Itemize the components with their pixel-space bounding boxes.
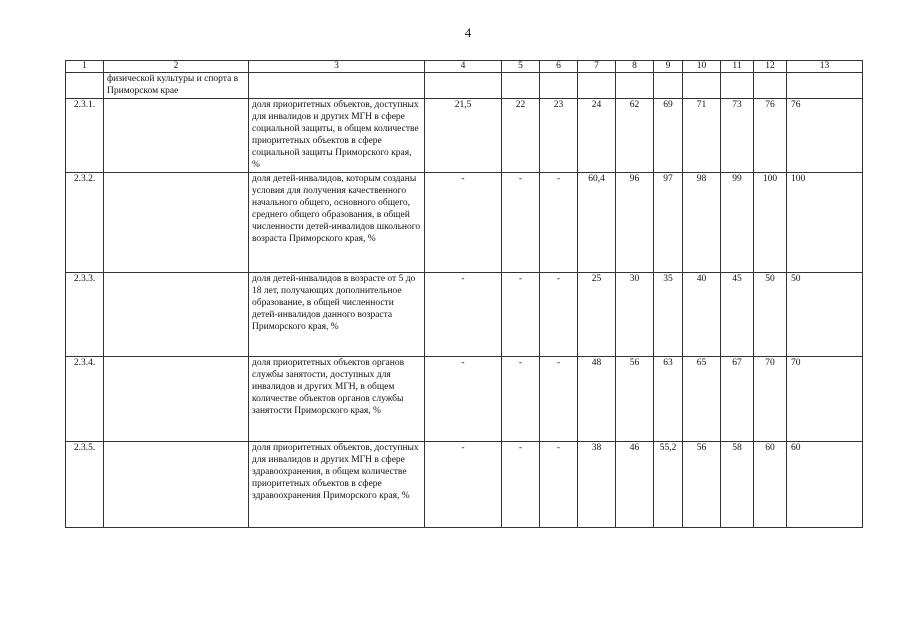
column-header-row bbox=[66, 61, 863, 73]
column-header: 6 bbox=[540, 61, 578, 73]
row-value: 45 bbox=[721, 273, 754, 357]
column-header: 11 bbox=[721, 61, 754, 73]
row-value: - bbox=[425, 273, 502, 357]
column-header: 1 bbox=[66, 61, 104, 73]
row-value: 60 bbox=[787, 442, 863, 528]
row-value: 63 bbox=[654, 357, 683, 442]
table-row bbox=[66, 99, 863, 173]
row-value: 46 bbox=[616, 442, 654, 528]
column-header: 3 bbox=[249, 61, 425, 73]
row-value: 38 bbox=[578, 442, 616, 528]
row-value: 73 bbox=[721, 99, 754, 173]
row-code: 2.3.2. bbox=[66, 173, 104, 273]
row-value: 35 bbox=[654, 273, 683, 357]
row-code bbox=[66, 73, 104, 99]
row-program bbox=[104, 173, 249, 273]
row-program bbox=[104, 99, 249, 173]
row-value bbox=[502, 73, 540, 99]
row-value bbox=[425, 73, 502, 99]
row-value bbox=[683, 73, 721, 99]
row-value: 76 bbox=[787, 99, 863, 173]
row-value: - bbox=[540, 442, 578, 528]
column-header: 2 bbox=[104, 61, 249, 73]
row-value: 30 bbox=[616, 273, 654, 357]
row-value: - bbox=[502, 273, 540, 357]
row-value: - bbox=[540, 273, 578, 357]
row-value: 71 bbox=[683, 99, 721, 173]
table-row bbox=[66, 357, 863, 442]
row-value: 55,2 bbox=[654, 442, 683, 528]
row-value: 56 bbox=[683, 442, 721, 528]
column-header: 13 bbox=[787, 61, 863, 73]
row-value bbox=[754, 73, 787, 99]
row-indicator: доля приоритетных объектов органов службы занятости, доступных для инвалидов и других МГН, в общем количестве объектов органов службы занятости Приморского края, % bbox=[249, 357, 425, 442]
row-value: - bbox=[425, 173, 502, 273]
row-program bbox=[104, 273, 249, 357]
row-value bbox=[540, 73, 578, 99]
row-code: 2.3.3. bbox=[66, 273, 104, 357]
table-row bbox=[66, 73, 863, 99]
row-code: 2.3.4. bbox=[66, 357, 104, 442]
row-value: 97 bbox=[654, 173, 683, 273]
row-program bbox=[104, 357, 249, 442]
column-header: 7 bbox=[578, 61, 616, 73]
row-value: - bbox=[540, 173, 578, 273]
row-value bbox=[721, 73, 754, 99]
table-row bbox=[66, 442, 863, 528]
page-number: 4 bbox=[464, 25, 472, 40]
row-value: - bbox=[502, 442, 540, 528]
row-value: 58 bbox=[721, 442, 754, 528]
row-value: 21,5 bbox=[425, 99, 502, 173]
row-value bbox=[787, 73, 863, 99]
indicators-table bbox=[65, 60, 863, 528]
row-value: - bbox=[425, 442, 502, 528]
column-header: 10 bbox=[683, 61, 721, 73]
column-header: 9 bbox=[654, 61, 683, 73]
row-value: 70 bbox=[787, 357, 863, 442]
row-value: 60,4 bbox=[578, 173, 616, 273]
row-value: - bbox=[425, 357, 502, 442]
row-value: 99 bbox=[721, 173, 754, 273]
row-value: 70 bbox=[754, 357, 787, 442]
row-value: 96 bbox=[616, 173, 654, 273]
row-indicator: доля детей-инвалидов, которым созданы условия для получения качественного начального общего, основного общего, среднего общего образования, в общей численности детей-инвалидов школьного возраста Приморского края, % bbox=[249, 173, 425, 273]
row-value: 24 bbox=[578, 99, 616, 173]
column-header: 4 bbox=[425, 61, 502, 73]
row-indicator: доля приоритетных объектов, доступных для инвалидов и других МГН в сфере социальной защиты, в общем количестве приоритетных объектов в сфере социальной защиты Приморского края, % bbox=[249, 99, 425, 173]
row-value bbox=[578, 73, 616, 99]
row-indicator bbox=[249, 73, 425, 99]
row-value: 67 bbox=[721, 357, 754, 442]
row-value: 50 bbox=[787, 273, 863, 357]
column-header: 5 bbox=[502, 61, 540, 73]
row-value: 23 bbox=[540, 99, 578, 173]
row-value: - bbox=[502, 173, 540, 273]
row-code: 2.3.5. bbox=[66, 442, 104, 528]
row-code: 2.3.1. bbox=[66, 99, 104, 173]
row-value: 76 bbox=[754, 99, 787, 173]
column-header: 12 bbox=[754, 61, 787, 73]
row-value: 60 bbox=[754, 442, 787, 528]
row-value: 22 bbox=[502, 99, 540, 173]
row-value: 48 bbox=[578, 357, 616, 442]
row-value: 25 bbox=[578, 273, 616, 357]
row-value bbox=[616, 73, 654, 99]
row-value: 56 bbox=[616, 357, 654, 442]
row-value: 50 bbox=[754, 273, 787, 357]
row-value: 100 bbox=[754, 173, 787, 273]
row-value: 62 bbox=[616, 99, 654, 173]
row-value bbox=[654, 73, 683, 99]
row-program: физической культуры и спорта в Приморском крае bbox=[104, 73, 249, 99]
row-program bbox=[104, 442, 249, 528]
row-indicator: доля приоритетных объектов, доступных для инвалидов и других МГН в сфере здравоохранения, в общем количестве приоритетных объектов в сфере здравоохранения Приморского края, % bbox=[249, 442, 425, 528]
row-value: 98 bbox=[683, 173, 721, 273]
row-value: 40 bbox=[683, 273, 721, 357]
row-value: - bbox=[540, 357, 578, 442]
row-value: 65 bbox=[683, 357, 721, 442]
table-row bbox=[66, 273, 863, 357]
row-value: 100 bbox=[787, 173, 863, 273]
row-indicator: доля детей-инвалидов в возрасте от 5 до 18 лет, получающих дополнительное образование, в общей численности детей-инвалидов данного возраста Приморского края, % bbox=[249, 273, 425, 357]
row-value: 69 bbox=[654, 99, 683, 173]
table-row bbox=[66, 173, 863, 273]
row-value: - bbox=[502, 357, 540, 442]
column-header: 8 bbox=[616, 61, 654, 73]
